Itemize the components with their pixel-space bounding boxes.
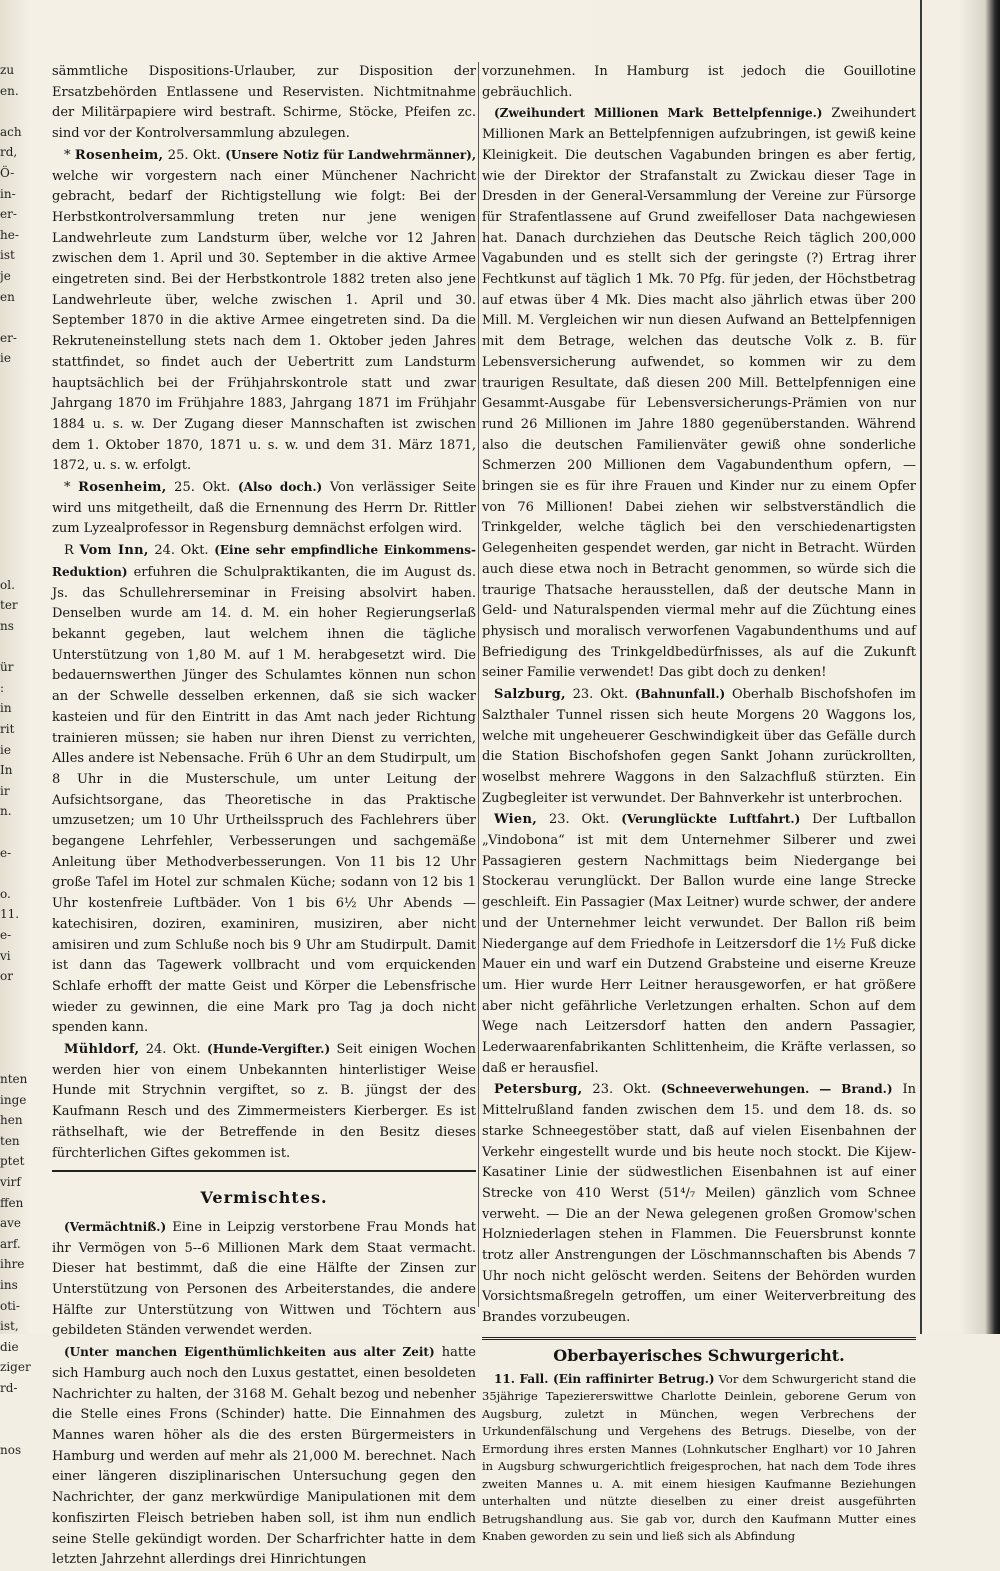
gutter-fragment — [0, 513, 28, 534]
column-divider — [478, 62, 479, 1307]
gutter-fragment — [0, 822, 28, 843]
gutter-fragment: ie — [0, 742, 11, 757]
article-headline: (Zweihundert Millionen Mark Bettelpfennige.) — [494, 106, 823, 121]
article-place: Mühldorf, — [64, 1042, 140, 1058]
article-text: welche wir vorgestern nach einer Münchener Nachricht gebracht, bedarf der Richtigstellung wie folgt: Bei der Herbstkontrolversammlung treten nur jene wenigen Landwehrleute zum Landsturm über, welche vor 12 Jahren zwischen dem 1. April und 30. September in die aktive Armee eingetreten sind. Bei der Herbstkontrole 1882 treten also jene Landwehrleute über, welche zwischen 1. April und 30. September 1870 in die aktive Armee eingetreten sind. Da die Rekruteneinstellung stets nach dem 1. Oktober jeden Jahres stattfindet, so findet auch der Uebertritt zum Landsturm hauptsächlich bei der Frühjahrskontrole statt und zwar Jahrgang 1870 im Frühjahre 1883, Jahrgang 1871 im Frühjahr 1884 u. s. w. Der Zugang dieser Mannschaften ist zwischen dem 1. Oktober 1870, 1871 u. s. w. und dem 31. März 1871, 1872, u. s. w. erfolgt. — [52, 168, 476, 474]
gutter-fragment — [0, 1399, 28, 1420]
right-column — [482, 62, 917, 1544]
gutter-fragment: ziger — [0, 1360, 31, 1375]
article-headline: (Schneeverwehungen. — Brand.) — [660, 1082, 893, 1097]
article-date: 23. Okt. — [565, 687, 635, 703]
gutter-fragment — [0, 1049, 28, 1070]
article-headline: (Unsere Notiz für Landwehrmänner), — [225, 147, 476, 162]
gutter-fragment — [0, 492, 28, 513]
gutter-fragment: Ö- — [0, 165, 15, 180]
article-wien — [482, 809, 916, 1079]
gutter-fragment: e- — [0, 927, 12, 942]
gutter-fragment: ptet — [0, 1154, 25, 1169]
article-headline: (Verunglückte Luftfahrt.) — [621, 812, 801, 827]
article-text: Vor dem Schwurgericht stand die 35jährige Tapeziererswittwe Charlotte Deinlein, geborene Gerum von Augsburg, zuletzt in München, wegen Verbrechens der Urkundenfälschung und Vergehens des Betrugs. Dieselbe, von der Ermordung ihres ersten Mannes (Lohnkutscher Englhart) vor 10 Jahren in Augsburg schwurgerichtlich freigesprochen, hat nach dem Tode ihres zweiten Mannes u. A. mit einem hiesigen Kaufmanne Beziehungen unterhalten und nützte dieselben zu einer dreist ausgeführten Betrugshandlung aus. Sie gab vor, durch den Kaufmann Mutter eines Knaben geworden zu sein und ließ sich als Abfindung — [482, 1371, 917, 1544]
gutter-fragment: die — [0, 1339, 19, 1354]
paragraph-text: sämmtliche Dispositions-Urlauber, zur Disposition der Ersatzbehörden Entlassene und Reservisten. Nichtmitnahme der Militärpapiere wird bestraft. Schirme, Stöcke, Pfeifen zc. sind vor der Kontrolversammlung abzulegen. — [52, 64, 476, 142]
gutter-fragment: ir — [0, 783, 10, 798]
gutter-fragment: ihre — [0, 1257, 25, 1272]
gutter-fragment: n. — [0, 804, 12, 819]
gutter-fragment — [0, 637, 28, 658]
gutter-fragment: in- — [0, 186, 16, 201]
gutter-fragment — [0, 863, 28, 884]
article-text: hatte sich Hamburg auch noch den Luxus gestattet, einen besoldeten Nachrichter zu halten, der 3168 M. Gehalt bezog und nebenher die Stelle eines Frons (Schinder) hatte. Die Einnahmen des Mannes waren höher als die des ersten Bürgermeisters in Hamburg und werden auf mehr als 21,000 M. berechnet. Nach einer längeren disziplinarischen Untersuchung gegen den Nachrichter, der ganz merkwürdige Manipulationen mit dem konfiszirten Fleisch betrieben haben soll, ist ihm nun endlich seine Stelle gekündigt worden. Der Scharfrichter hatte in dem letzten Jahrzehnt allerdings drei Hinrichtungen — [52, 1345, 477, 1568]
article-text: Von verlässiger Seite wird uns mitgetheilt, daß die Ernennung des Herrn Dr. Rittler zum Lyzealprofessor in Regensburg demnächst erfolgen wird. — [52, 480, 476, 537]
gutter-fragment — [0, 1007, 28, 1028]
gutter-fragment: 11. — [0, 907, 20, 922]
gutter-fragment — [0, 390, 28, 411]
article-text: Der Luftballon „Vindobona“ ist mit dem Unternehmer Silberer und zwei Passagieren gestern Nachmittags beim Niedergange bei Stockerau verunglückt. Der Ballon wurde eine lange Strecke geschleift. Ein Passagier (Max Leitner) wurde schwer, der andere und der Unternehmer leicht verwundet. Der Ballon riß beim Niedergange auf dem Friedhofe in Leitzersdorf die 1½ Fuß dicke Mauer ein und warf ein Dutzend Grabsteine und eiserne Kreuze um. Hier wurde Herr Leitner herausgeworfen, er hat größere aber nicht gefährliche Verletzungen erhalten. Schon auf dem Wege nach Leitzersdorf hatten den andern Passagier, Lederwaarenfabrikanten Schlittenheim, die Kräfte verlassen, so daß er herausfiel. — [482, 812, 916, 1076]
gutter-fragment: ie — [0, 351, 11, 366]
gutter-fragment — [0, 410, 28, 431]
article-text: Seit einigen Wochen werden hier von einem Unbekannten hinterlistiger Weise Hunde mit Strychnin vergiftet, so z. B. jüngst der des Kaufmann Resch und des Zimmermeisters Kierberger. Es ist räthselhaft, wie der Betreffende in den Besitz dieses fürchterlichen Giftes gekommen ist. — [52, 1042, 476, 1161]
section-title-vermischtes: Vermischtes. — [200, 1188, 328, 1208]
gutter-fragment: ins — [0, 1278, 18, 1293]
gutter-fragment: oti- — [0, 1298, 20, 1313]
gutter-fragment — [0, 101, 28, 122]
article-salzburg — [482, 684, 916, 809]
gutter-fragment: ave — [0, 1216, 22, 1231]
article-headline: (Hunde-Vergifter.) — [207, 1042, 331, 1057]
article-hamburg — [52, 1342, 476, 1571]
article-place: Wien, — [494, 812, 538, 828]
gutter-fragment: er- — [0, 330, 17, 345]
gutter-fragment: rit — [0, 722, 15, 736]
gutter-fragment — [0, 307, 28, 328]
gutter-fragment: zu — [0, 63, 15, 77]
gutter-fragment — [0, 472, 28, 493]
article-vermaechtniss — [52, 1217, 476, 1342]
gutter-fragment: ach — [0, 124, 22, 139]
article-mark: R — [64, 543, 80, 559]
gutter-fragment: ist — [0, 248, 15, 263]
article-petersburg — [482, 1079, 916, 1328]
article-date: 23. Okt. — [582, 1082, 661, 1098]
article-schwurgericht-fall-11 — [482, 1371, 916, 1546]
gutter-fragment: ol. — [0, 577, 15, 592]
article-headline: (Also doch.) — [237, 480, 323, 495]
article-place: Salzburg, — [494, 687, 566, 703]
article-text: In Mittelrußland fanden zwischen dem 15. und dem 18. ds. so starke Schneegestöber statt, daß auf vielen Eisenbahnen der Verkehr eingestellt wurde und bis heute noch stockt. Die Kijew-Kasatiner Linie der südwestlichen Eisenbahnen ist auf einer Strecke von 410 Werst (51⁴/₇ Meilen) gänzlich vom Schnee verweht. — Die an der Newa gelegenen großen Gromow'schen Holzniederlagen stehen in Flammen. Die Feuersbrunst konnte trotz aller Anstrengungen der Löschmannschaften bis Abends 7 Uhr noch nicht gelöscht werden. Seitens der Behörden wurden Vorsichtsmaßregeln getroffen, um einer Weiterverbreitung des Brandes vorzubeugen. — [482, 1082, 917, 1326]
gutter-fragment: en — [0, 289, 15, 304]
gutter-fragment: je — [0, 268, 11, 283]
page-binding-edge — [920, 0, 922, 1334]
gutter-fragment: he- — [0, 227, 19, 242]
gutter-fragment — [0, 1028, 28, 1049]
gutter-fragment: or — [0, 969, 13, 984]
gutter-fragment: ist, — [0, 1319, 19, 1334]
article-text: erfuhren die Schulpraktikanten, die im August ds. Js. das Schullehrerseminar in Freising absolvirt haben. Denselben wurde am 14. d. M. ein hoher Regierungserlaß bekannt gegeben, laut welchem ihnen die tägliche Unterstützung von 1,80 M. auf 1 M. herabgesetzt wird. Die bedauernswerthen Jünger des Schulamtes können nun schon an der Schwelle desselben erkennen, daß sie sich wacker kasteien und für den Eintritt in das Amt nach jeder Richtung trainieren müssen; sie haben nur ihren Dienst zu verrichten, Alles andere ist Nebensache. Früh 6 Uhr an dem Studirpult, um 8 Uhr in die Musterschule, um unter Leitung der Aufsichtsorgane, das Theoretische in das Praktische umzusetzen; um 10 Uhr Urtheilsspruch des Fachlehrers über begangene Lehrfehler, Verbesserungen und sachgemäße Anleitung über Methodverbesserungen. Von 11 bis 12 Uhr große Tafel im Hotel zur schmalen Küche; sodann von 12 bis 1 Uhr kostenfreie Luftbäder. Von 1 bis 6½ Uhr Abends — katechisiren, doziren, examiniren, musiziren, aber nicht amisiren und zum Schluße noch bis 9 Uhr am Studirpult. Damit ist dann das Tagewerk vollbracht und vom erquickenden Schlafe erhofft der matte Geist und Körper die Lebensfrische wieder zu gewinnen, die eine Mark pro Tag ja doch nicht spenden kann. — [52, 564, 476, 1036]
gutter-fragment: o. — [0, 886, 11, 901]
gutter-fragment: ter — [0, 598, 18, 613]
gutter-fragment: en. — [0, 83, 19, 98]
gutter-fragment: arf. — [0, 1236, 21, 1251]
paragraph-text: vorzunehmen. In Hamburg ist jedoch die Gouillotine gebräuchlich. — [482, 64, 916, 100]
article-headline: (Eine sehr empfindliche Einkommens-Reduktion) — [52, 543, 477, 579]
article-date: 23. Okt. — [537, 812, 622, 828]
gutter-fragment: virf — [0, 1175, 21, 1190]
gutter-fragment: nten — [0, 1072, 28, 1087]
article-date: 24. Okt. — [148, 543, 215, 559]
left-continuation-paragraph — [52, 62, 476, 145]
section-divider — [52, 1170, 476, 1172]
article-rosenheim-1: * Rosenheim, 25. Okt. (Unsere Notiz für Landwehrmänner), welche wir vorgestern nach einer Münchener Nachricht gebracht, bedarf der Richtigstellung wie folgt: Bei der Herbstkontrolversammlung treten nur jene wenigen Landwehrleute zum Landsturm über, welche vor 12 Jahren zwischen dem 1. April und 30. September in die aktive Armee eingetreten sind. Bei der Herbstkontrole 1882 treten also jene Landwehrleute über, welche zwischen 1. April und 30. September 1870 in die aktive Armee eingetreten sind. Da die Rekruteneinstellung stets nach dem 1. Oktober jeden Jahres stattfindet, so findet auch der Uebertritt zum Landsturm hauptsächlich bei der Frühjahrskontrole statt und zwar Jahrgang 1870 im Frühjahre 1883, Jahrgang 1871 im Frühjahr 1884 u. s. w. Der Zugang dieser Mannschaften ist zwischen dem 1. Oktober 1870, 1871 u. s. w. und dem 31. März 1871, 1872, u. s. w. erfolgt. — [52, 147, 476, 474]
article-place: Rosenheim, — [74, 147, 164, 163]
article-text: Zweihundert Millionen Mark an Bettelpfennigen aufzubringen, ist gewiß keine Kleinigkeit. Die deutschen Vagabunden bringen es aber fertig, wie der Direktor der Strafanstalt zu Zwickau dieser Tage in Dresden in der General-Versammlung der Vereine zur Fürsorge für Strafentlassene auf Grund zweifelloser Data nachgewiesen hat. Danach durchziehen das Deutsche Reich täglich 200,000 Vagabunden und es stellt sich der geringste (?) Ertrag ihrer Fechtkunst auf täglich 1 Mk. 70 Pfg. für jeden, der Höchstbetrag auf etwas über 4 Mk. Dies macht also jährlich etwas über 200 Mill. M. Vergleichen wir nun diesen Aufwand an Bettelpfennigen mit dem Betrage, welchen das deutsche Volk z. B. für Lebensversicherung aufwendet, so kommen wir zu dem traurigen Resultate, daß diesen 200 Mill. Bettelpfennigen eine Gesammt-Ausgabe für Lebensversicherungs-Prämien von nur rund 26 Millionen im Jahre 1880 gegenüberstanden. Während also die deutschen Familienväter gewiß ohne sonderliche Schmerzen 200 Millionen dem Vagabundenthum opfern, — bringen sie es für ihre Frauen und Kinder nur zu einem Opfer von 76 Millionen! Dabei ziehen wir selbstverständlich die Trinkgelder, welche täglich bei den verschiedenartigsten Gelegenheiten gespendet werden, gar nicht in Betracht. Würden auch diese etwa noch in Betracht genommen, so würde sich die traurige Thatsache herausstellen, daß der deutsche Mann in Geld- und Naturalspenden viermal mehr auf die Züchtung eines physisch und moralisch verworfenen Vagabundenthums und auf Befriedigung des Trinkgeldbedürfnisses, als auf die Zukunft seiner Familie verwendet! Das gibt doch zu denken! — [482, 106, 916, 681]
article-bettelpfennige — [482, 103, 916, 684]
left-column — [52, 62, 477, 1568]
gutter-fragment: ten — [0, 1133, 20, 1148]
right-continuation-paragraph — [482, 62, 916, 103]
article-text: Eine in Leipzig verstorbene Frau Monds hat ihr Vermögen von 5--6 Millionen Mark dem Staat vermacht. Dieser hat bestimmt, daß die eine Hälfte der Zinsen zur Unterstützung von Personen des Arbeiterstandes, die andere Hälfte zur Unterstützung von Wittwen und Töchtern aus gebildeten Ständen verwendet werden. — [52, 1219, 476, 1339]
gutter-fragment — [0, 987, 28, 1008]
article-headline: 11. Fall. — [494, 1371, 549, 1386]
gutter-fragment — [0, 369, 28, 390]
gutter-fragment: ffen — [0, 1195, 24, 1210]
article-headline: (Vermächtniß.) — [64, 1219, 167, 1234]
gutter-fragment — [0, 451, 28, 472]
gutter-fragment: in — [0, 701, 12, 716]
gutter-fragment: ür — [0, 660, 14, 675]
gutter-fragment — [0, 1419, 28, 1440]
article-place: Petersburg, — [494, 1082, 583, 1098]
gutter-fragment — [0, 534, 28, 555]
gutter-fragment — [0, 554, 28, 575]
gutter-fragment: vi — [0, 948, 11, 963]
article-text: Oberhalb Bischofshofen im Salzthaler Tunnel rissen sich heute Morgens 20 Waggons los, welche mit ungeheuerer Geschwindigkeit über das Gefälle durch die Station Bischofshofen gegen Sankt Johann zurückrollten, woselbst mehrere Waggons in den Salzachfluß stürzten. Ein Zugbegleiter ist verwundet. Der Bahnverkehr ist unterbrochen. — [482, 687, 917, 806]
article-place: Vom Inn, — [79, 543, 149, 559]
gutter-fragment — [0, 431, 28, 452]
article-date: 25. Okt. — [163, 147, 226, 163]
article-subheadline: (Ein raffinirter Betrug.) — [548, 1371, 715, 1386]
gutter-fragment: hen — [0, 1113, 23, 1128]
gutter-fragment: nos — [0, 1442, 22, 1457]
gutter-fragment: rd- — [0, 1381, 18, 1395]
previous-page-gutter — [0, 60, 31, 1457]
article-date: 25. Okt. — [166, 480, 238, 496]
gutter-fragment: er- — [0, 207, 17, 222]
gutter-fragment: inge — [0, 1092, 27, 1107]
gutter-fragment: rd, — [0, 145, 18, 160]
gutter-fragment: In — [0, 763, 13, 778]
gutter-fragment: ns — [0, 619, 14, 634]
article-date: 24. Okt. — [139, 1042, 208, 1058]
article-headline: (Unter manchen Eigenthümlichkeiten aus alter Zeit) — [64, 1345, 435, 1360]
article-vom-inn — [52, 540, 476, 1039]
gutter-fragment: : — [0, 680, 5, 695]
article-place: Rosenheim, — [78, 480, 167, 496]
article-headline: (Bahnunfall.) — [634, 687, 726, 702]
section-title-schwurgericht: Oberbayerisches Schwurgericht. — [482, 1337, 916, 1371]
gutter-fragment: e- — [0, 845, 12, 860]
article-muehldorf — [52, 1039, 476, 1164]
article-rosenheim-2: * Rosenheim, 25. Okt. (Also doch.) Von verlässiger Seite wird uns mitgetheilt, daß die Ernennung des Herrn Dr. Rittler zum Lyzealprofessor in Regensburg demnächst erfolgen wird. — [52, 480, 476, 537]
